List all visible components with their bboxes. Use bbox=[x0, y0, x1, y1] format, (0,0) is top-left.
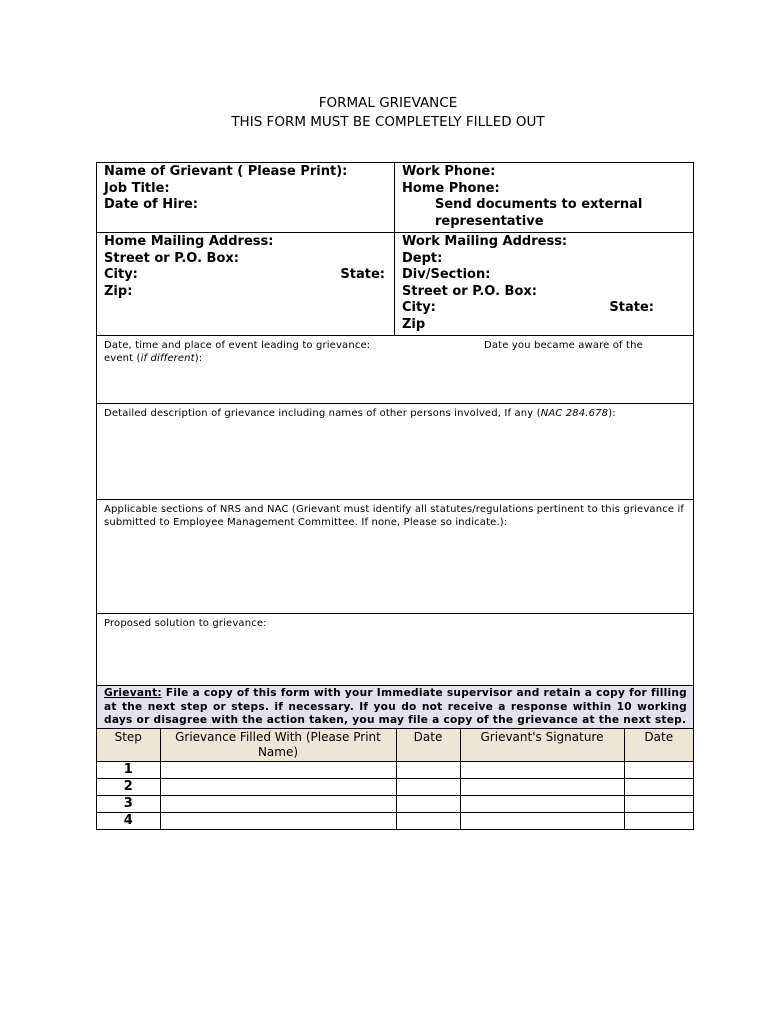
job-title-field[interactable]: Job Title: bbox=[104, 180, 170, 196]
steps-table bbox=[97, 728, 693, 830]
table-row bbox=[97, 761, 693, 778]
work-state-field[interactable]: State: bbox=[609, 300, 654, 315]
grievant-name-field[interactable]: Name of Grievant ( Please Print): bbox=[104, 164, 348, 179]
filled-with-header: Grievance Filled With (Please Print Name) bbox=[160, 728, 396, 761]
step-header: Step bbox=[97, 728, 160, 761]
home-phone-field[interactable]: Home Phone: bbox=[402, 180, 500, 196]
proposed-solution-label: Proposed solution to grievance: bbox=[104, 618, 267, 629]
event-cont-label: event ( bbox=[104, 353, 141, 364]
table-row bbox=[97, 795, 693, 812]
date-header: Date bbox=[396, 728, 460, 761]
home-street-field[interactable]: Street or P.O. Box: bbox=[104, 250, 239, 266]
work-dept-field[interactable]: Dept: bbox=[402, 250, 443, 266]
work-city-field[interactable]: City: bbox=[402, 300, 436, 315]
work-div-field[interactable]: Div/Section: bbox=[402, 267, 491, 282]
step-number: 4 bbox=[97, 812, 160, 829]
grievant-info-right bbox=[395, 163, 693, 232]
step-number: 1 bbox=[97, 761, 160, 778]
home-zip-field[interactable]: Zip: bbox=[104, 283, 133, 299]
date-cell[interactable] bbox=[396, 778, 460, 795]
filled-with-cell[interactable] bbox=[160, 761, 396, 778]
date-cell[interactable] bbox=[396, 812, 460, 829]
work-city-state-line bbox=[402, 300, 687, 317]
signature-cell[interactable] bbox=[460, 795, 624, 812]
signature-header: Grievant's Signature bbox=[460, 728, 624, 761]
home-state-field[interactable]: State: bbox=[340, 267, 385, 282]
table-row bbox=[97, 778, 693, 795]
signature-cell[interactable] bbox=[460, 812, 624, 829]
date-cell[interactable] bbox=[396, 795, 460, 812]
description-label: Detailed description of grievance including names of other persons involved, If any ( bbox=[104, 408, 541, 419]
description-section[interactable] bbox=[97, 404, 693, 500]
grievance-form bbox=[96, 162, 694, 830]
home-address-block bbox=[97, 233, 395, 335]
step-number: 2 bbox=[97, 778, 160, 795]
date-cell-2[interactable] bbox=[624, 795, 693, 812]
nac-reference: NAC 284.678 bbox=[540, 408, 609, 419]
grievant-info-row bbox=[97, 163, 693, 233]
home-city-state-line bbox=[104, 267, 388, 284]
work-address-block bbox=[395, 233, 693, 335]
home-city-field[interactable]: City: bbox=[104, 267, 138, 282]
filled-with-cell[interactable] bbox=[160, 812, 396, 829]
if-different-label: if different bbox=[140, 353, 195, 364]
table-row bbox=[97, 812, 693, 829]
work-phone-field[interactable]: Work Phone: bbox=[402, 164, 496, 179]
grievant-notice-label: Grievant: bbox=[104, 687, 162, 699]
event-end-label: ): bbox=[194, 353, 203, 364]
event-label: Date, time and place of event leading to grievance: bbox=[104, 340, 371, 351]
steps-header-row bbox=[97, 728, 693, 761]
form-title: FORMAL GRIEVANCE bbox=[318, 95, 458, 111]
aware-date-label: Date you became aware of the bbox=[484, 340, 643, 351]
filled-with-cell[interactable] bbox=[160, 778, 396, 795]
date-of-hire-field[interactable]: Date of Hire: bbox=[104, 197, 198, 212]
date-cell-2[interactable] bbox=[624, 778, 693, 795]
event-section[interactable] bbox=[97, 336, 693, 404]
proposed-solution-section[interactable] bbox=[97, 614, 693, 686]
work-mailing-label: Work Mailing Address: bbox=[402, 234, 568, 249]
form-header bbox=[0, 94, 770, 132]
grievant-notice-text: File a copy of this form with your Immediate supervisor and retain a copy for filling at the next step or steps. if necessary. If you do not receive a response within 10 working days or disagree with the action taken, you may file a copy of the grievance at the next step. bbox=[104, 687, 687, 726]
date-cell-2[interactable] bbox=[624, 761, 693, 778]
signature-cell[interactable] bbox=[460, 761, 624, 778]
description-end-label: ): bbox=[608, 408, 616, 419]
send-documents-option[interactable]: Send documents to external representative bbox=[435, 197, 643, 229]
work-street-field[interactable]: Street or P.O. Box: bbox=[402, 283, 537, 299]
date-cell[interactable] bbox=[396, 761, 460, 778]
date-cell-2[interactable] bbox=[624, 812, 693, 829]
filled-with-cell[interactable] bbox=[160, 795, 396, 812]
home-mailing-label: Home Mailing Address: bbox=[104, 234, 274, 249]
grievant-notice bbox=[97, 686, 693, 728]
applicable-sections-label: Applicable sections of NRS and NAC (Grievant must identify all statutes/regulations pertinent to this grievance if submitted to Employee Management Committee. If none, Please so indicate.): bbox=[104, 504, 685, 528]
form-subtitle: THIS FORM MUST BE COMPLETELY FILLED OUT bbox=[231, 114, 545, 130]
signature-cell[interactable] bbox=[460, 778, 624, 795]
work-zip-field[interactable]: Zip bbox=[402, 316, 426, 332]
step-number: 3 bbox=[97, 795, 160, 812]
grievant-info-left bbox=[97, 163, 395, 232]
applicable-sections-section[interactable] bbox=[97, 500, 693, 614]
address-row bbox=[97, 233, 693, 336]
date-header-2: Date bbox=[624, 728, 693, 761]
